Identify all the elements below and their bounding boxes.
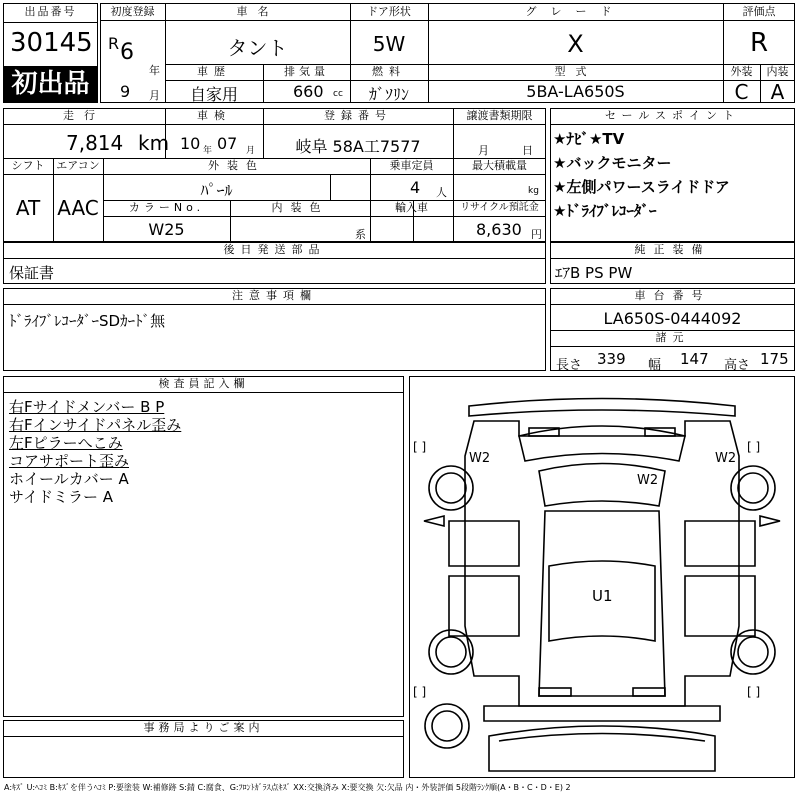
height-label: 高さ bbox=[724, 358, 751, 373]
transfer-day: 日 bbox=[522, 144, 533, 157]
ac: AAC bbox=[57, 196, 99, 220]
ext-grade: C bbox=[734, 80, 749, 104]
notes-value: ﾄﾞﾗｲﾌﾞﾚｺｰﾀﾞｰSDｶｰﾄﾞ無 bbox=[9, 312, 166, 330]
car-diagram bbox=[409, 376, 795, 778]
interior-color-unit: 系 bbox=[355, 228, 366, 241]
notes-label: 注意事項欄 bbox=[232, 289, 317, 302]
inspector-item-4: コアサポート歪み bbox=[9, 452, 130, 470]
reg-number: 岐阜 58A工7577 bbox=[295, 137, 421, 156]
chassis-value: LA650S-0444092 bbox=[603, 309, 742, 328]
length: 339 bbox=[597, 350, 626, 368]
exterior-color: ﾊﾟｰﾙ bbox=[200, 181, 233, 200]
reg-label: 登録番号 bbox=[324, 109, 392, 122]
dims-label: 諸元 bbox=[655, 331, 690, 344]
width: 147 bbox=[680, 350, 709, 368]
interior-color-label: 内装色 bbox=[271, 201, 329, 214]
model: 5BA-LA650S bbox=[526, 82, 625, 101]
capacity-label: 乗車定員 bbox=[389, 159, 434, 172]
shift-label: シフト bbox=[11, 159, 45, 172]
history: 自家用 bbox=[189, 85, 238, 104]
lot-number: 30145 bbox=[10, 28, 93, 58]
sales-point-3: ★左側パワースライドドア bbox=[553, 178, 730, 196]
diagram-mark-4: U1 bbox=[592, 587, 613, 605]
length-label: 長さ bbox=[556, 358, 583, 373]
insp-month: 07 bbox=[217, 134, 238, 153]
fuel-label: 燃料 bbox=[372, 65, 406, 78]
car-name-label: 車名 bbox=[236, 5, 279, 18]
grade-label: グレード bbox=[525, 5, 626, 18]
month-unit: 月 bbox=[149, 89, 160, 102]
inspector-label: 検査員記入欄 bbox=[158, 377, 249, 390]
ac-label: エアコン bbox=[56, 159, 100, 172]
exterior-color-label: 外装色 bbox=[208, 159, 265, 172]
diagram-bracket-1: [ ] bbox=[413, 440, 427, 454]
ext-label: 外装 bbox=[730, 65, 753, 78]
lot-label: 出品番号 bbox=[24, 5, 77, 18]
inspector-item-5: ホイールカバー A bbox=[9, 470, 129, 488]
genuine-label: 純正装備 bbox=[634, 243, 711, 256]
mileage: 7,814 bbox=[66, 131, 124, 155]
car-name: タント bbox=[227, 36, 288, 60]
diagram-mark-2: W2 bbox=[637, 473, 659, 488]
inspector-item-6: サイドミラー A bbox=[9, 488, 113, 506]
diagram-mark-3: W2 bbox=[715, 451, 737, 466]
year-unit: 年 bbox=[149, 64, 160, 77]
spec-grid bbox=[3, 108, 546, 242]
year: 6 bbox=[120, 40, 134, 65]
import-label: 輸入車 bbox=[395, 201, 428, 214]
insp-year-unit: 年 bbox=[203, 146, 213, 156]
color-no-label: カラーNo. bbox=[128, 201, 205, 214]
door-label: ドア形状 bbox=[367, 5, 411, 18]
history-label: 車歴 bbox=[197, 65, 231, 78]
max-load-label: 最大積載量 bbox=[472, 159, 527, 172]
displacement-label: 排気量 bbox=[284, 65, 329, 78]
mileage-unit: km bbox=[138, 131, 170, 155]
max-load-unit: kg bbox=[528, 186, 539, 196]
model-label: 型式 bbox=[554, 65, 597, 78]
int-grade: A bbox=[770, 80, 785, 104]
shift: AT bbox=[15, 196, 41, 220]
sales-point-2: ★バックモニター bbox=[553, 154, 672, 172]
mileage-label: 走行 bbox=[63, 109, 105, 122]
height: 175 bbox=[760, 350, 789, 368]
sales-point-1: ★ﾅﾋﾞ★TV bbox=[553, 130, 625, 148]
recycle-label: リサイクル預託金 bbox=[460, 202, 539, 213]
recycle: 8,630 bbox=[476, 220, 522, 239]
inspector-item-3: 左Fピラーへこみ bbox=[9, 434, 123, 452]
transfer-label: 譲渡書類期限 bbox=[466, 109, 533, 122]
grade: X bbox=[567, 30, 584, 58]
sales-point-4: ★ﾄﾞﾗｲﾌﾞﾚｺｰﾀﾞｰ bbox=[553, 202, 657, 220]
transfer-month: 月 bbox=[478, 144, 489, 157]
capacity-unit: 人 bbox=[436, 186, 447, 199]
capacity: 4 bbox=[410, 178, 421, 197]
chassis-label: 車台番号 bbox=[634, 289, 711, 302]
sales-points-label: セールスポイント bbox=[604, 109, 740, 122]
era: R bbox=[108, 34, 120, 53]
score: R bbox=[749, 28, 769, 58]
first-reg-label: 初度登録 bbox=[110, 5, 155, 18]
office-label: 事務局よりご案内 bbox=[143, 721, 264, 734]
recycle-unit: 円 bbox=[531, 228, 542, 241]
later-parts-label: 後日発送部品 bbox=[223, 243, 326, 256]
score-label: 評価点 bbox=[742, 5, 776, 18]
displacement: 660 bbox=[293, 82, 324, 101]
int-label: 内装 bbox=[766, 65, 789, 78]
inspection-label: 車検 bbox=[197, 109, 231, 122]
first-listing-badge: 初出品 bbox=[4, 66, 97, 102]
fuel: ｶﾞｿﾘﾝ bbox=[368, 85, 409, 104]
inspector-item-1: 右Fサイドメンバー B P bbox=[9, 398, 165, 416]
legend-text: A:ｷｽﾞ U:ﾍｺﾐ B:ｷｽﾞを伴うﾍｺﾐ P:要塗装 W:補修跡 S:錆 C:腐食、G:ﾌﾛﾝﾄｶﾞﾗｽ点ｷｽﾞ XX:交換済み X:要交換 欠:欠品 内・外装評価 5段階ﾗﾝｸ順(A・B・C・D・E) 2 bbox=[4, 783, 571, 792]
diagram-mark-1: W2 bbox=[469, 451, 491, 466]
diagram-bracket-3: [ ] bbox=[413, 685, 427, 699]
color-no: W25 bbox=[148, 220, 185, 239]
door: 5W bbox=[372, 32, 406, 56]
later-parts-value: 保証書 bbox=[9, 264, 55, 282]
diagram-bracket-4: [ ] bbox=[747, 685, 761, 699]
genuine-value: ｴｱB PS PW bbox=[555, 264, 633, 282]
diagram-bracket-2: [ ] bbox=[747, 440, 761, 454]
displacement-unit: cc bbox=[333, 89, 343, 99]
insp-year: 10 bbox=[180, 134, 201, 153]
width-label: 幅 bbox=[648, 358, 662, 373]
insp-month-unit: 月 bbox=[246, 146, 256, 156]
inspector-item-2: 右Fインサイドパネル歪み bbox=[9, 416, 182, 434]
month: 9 bbox=[120, 82, 131, 101]
